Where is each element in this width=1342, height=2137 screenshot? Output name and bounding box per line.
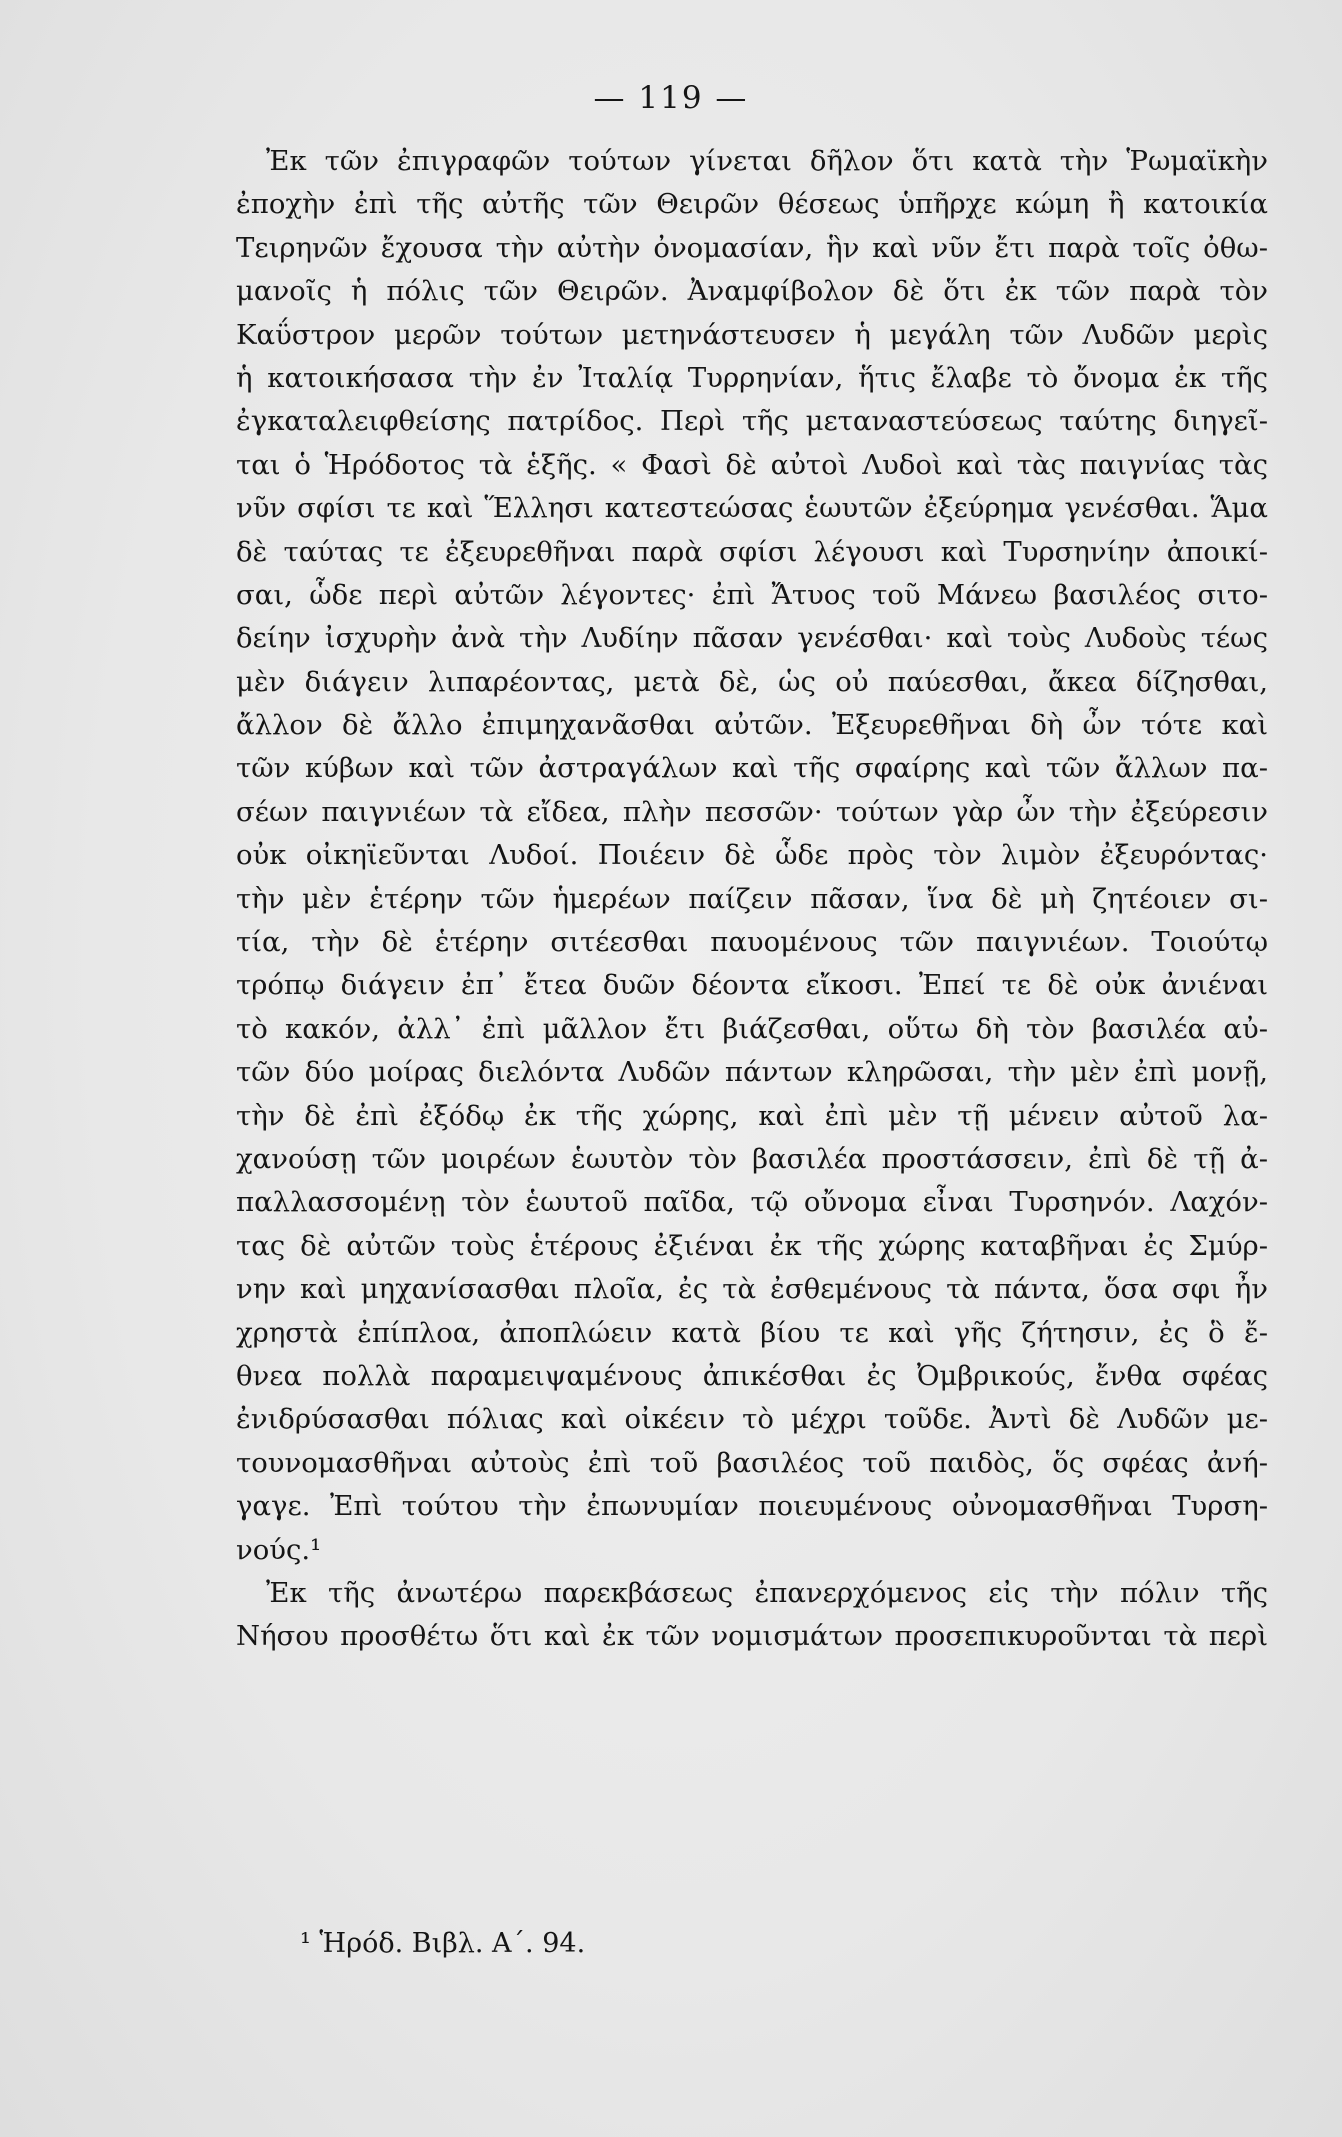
text-line: θνεα πολλὰ παραμειψαμένους ἀπικέσθαι ἐς Ὀμβρικούς, ἔνθα σφέας [236, 1359, 1268, 1392]
page-number: — 119 — [593, 80, 749, 116]
text-line: τῶν δύο μοίρας διελόντα Λυδῶν πάντων κληρῶσαι, τὴν μὲν ἐπὶ μονῇ, [236, 1056, 1268, 1089]
text-line: ἄλλον δὲ ἄλλο ἐπιμηχανᾶσθαι αὐτῶν. Ἐξευρεθῆναι δὴ ὦν τότε καὶ [236, 709, 1268, 742]
text-line: τῶν κύβων καὶ τῶν ἀστραγάλων καὶ τῆς σφαίρης καὶ τῶν ἄλλων πα- [236, 752, 1268, 785]
text-line: δείην ἰσχυρὴν ἀνὰ τὴν Λυδίην πᾶσαν γενέσθαι· καὶ τοὺς Λυδοὺς τέως [236, 622, 1268, 655]
text-line: οὐκ οἰκηϊεῦνται Λυδοί. Ποιέειν δὲ ὧδε πρὸς τὸν λιμὸν ἐξευρόντας· [236, 839, 1268, 872]
text-line: Ἐκ τῆς ἀνωτέρω παρεκβάσεως ἐπανερχόμενος εἰς τὴν πόλιν τῆς [266, 1576, 1268, 1609]
text-line: ἐνιδρύσασθαι πόλιας καὶ οἰκέειν τὸ μέχρι τοῦδε. Ἀντὶ δὲ Λυδῶν με- [236, 1403, 1268, 1436]
text-line: τὸ κακόν, ἀλλ᾽ ἐπὶ μᾶλλον ἔτι βιάζεσθαι, οὕτω δὴ τὸν βασιλέα αὐ- [236, 1012, 1268, 1045]
text-line: μανοῖς ἡ πόλις τῶν Θειρῶν. Ἀναμφίβολον δὲ ὅτι ἐκ τῶν παρὰ τὸν [236, 275, 1268, 308]
text-line: τουνομασθῆναι αὐτοὺς ἐπὶ τοῦ βασιλέος τοῦ παιδὸς, ὅς σφέας ἀνή- [236, 1446, 1268, 1479]
text-line: παλλασσομένῃ τὸν ἑωυτοῦ παῖδα, τῷ οὔνομα εἶναι Τυρσηνόν. Λαχόν- [236, 1186, 1268, 1219]
text-line: γαγε. Ἐπὶ τούτου τὴν ἐπωνυμίαν ποιευμένους οὐνομασθῆναι Τυρση- [236, 1490, 1268, 1523]
text-line: σαι, ὧδε περὶ αὐτῶν λέγοντες· ἐπὶ Ἄτυος τοῦ Μάνεω βασιλέος σιτο- [236, 578, 1268, 611]
text-line: σέων παιγνιέων τὰ εἴδεα, πλὴν πεσσῶν· τούτων γὰρ ὦν τὴν ἐξεύρεσιν [236, 795, 1268, 828]
body-text [236, 140, 1268, 1659]
text-line: ἡ κατοικήσασα τὴν ἐν Ἰταλίᾳ Τυρρηνίαν, ἥτις ἔλαβε τὸ ὄνομα ἐκ τῆς [236, 361, 1268, 394]
footnote: ¹ Ἡρόδ. Βιβλ. Α΄. 94. [300, 1928, 586, 1959]
text-line: Τειρηνῶν ἔχουσα τὴν αὐτὴν ὀνομασίαν, ἣν καὶ νῦν ἔτι παρὰ τοῖς ὀθω- [236, 231, 1268, 264]
text-line: τία, τὴν δὲ ἑτέρην σιτέεσθαι παυομένους τῶν παιγνιέων. Τοιούτῳ [236, 926, 1268, 959]
text-line: τὴν δὲ ἐπὶ ἐξόδῳ ἐκ τῆς χώρης, καὶ ἐπὶ μὲν τῇ μένειν αὐτοῦ λα- [236, 1099, 1268, 1132]
text-line: νῦν σφίσι τε καὶ Ἕλλησι κατεστεώσας ἑωυτῶν ἐξεύρημα γενέσθαι. Ἅμα [236, 492, 1268, 525]
text-line: χρηστὰ ἐπίπλοα, ἀποπλώειν κατὰ βίου τε καὶ γῆς ζήτησιν, ἐς ὃ ἔ- [236, 1316, 1268, 1349]
text-line: ἐποχὴν ἐπὶ τῆς αὐτῆς τῶν Θειρῶν θέσεως ὑπῆρχε κώμη ἢ κατοικία [236, 188, 1268, 221]
text-line: δὲ ταύτας τε ἐξευρεθῆναι παρὰ σφίσι λέγουσι καὶ Τυρσηνίην ἀποικί- [236, 535, 1268, 568]
text-line: χανούσῃ τῶν μοιρέων ἑωυτὸν τὸν βασιλέα προστάσσειν, ἐπὶ δὲ τῇ ἀ- [236, 1142, 1268, 1175]
text-line: Ἐκ τῶν ἐπιγραφῶν τούτων γίνεται δῆλον ὅτι κατὰ τὴν Ῥωμαϊκὴν [266, 145, 1268, 177]
text-line: Νήσου προσθέτω ὅτι καὶ ἐκ τῶν νομισμάτων προσεπικυροῦνται τὰ περὶ [236, 1620, 1268, 1653]
text-line: τρόπῳ διάγειν ἐπ᾽ ἔτεα δυῶν δέοντα εἴκοσι. Ἐπεί τε δὲ οὐκ ἀνιέναι [236, 969, 1268, 1002]
text-line: τὴν μὲν ἑτέρην τῶν ἡμερέων παίζειν πᾶσαν, ἵνα δὲ μὴ ζητέοιεν σι- [236, 882, 1268, 915]
text-line: Καΰστρον μερῶν τούτων μετηνάστευσεν ἡ μεγάλη τῶν Λυδῶν μερὶς [236, 318, 1268, 351]
text-line: ἐγκαταλειφθείσης πατρίδος. Περὶ τῆς μεταναστεύσεως ταύτης διηγεῖ- [236, 405, 1268, 438]
text-line: ται ὁ Ἡρόδοτος τὰ ἑξῆς. « Φασὶ δὲ αὐτοὶ Λυδοὶ καὶ τὰς παιγνίας τὰς [236, 448, 1268, 481]
text-line: νούς.¹ [236, 1533, 322, 1566]
text-line: τας δὲ αὐτῶν τοὺς ἑτέρους ἐξιέναι ἐκ τῆς χώρης καταβῆναι ἐς Σμύρ- [236, 1229, 1268, 1262]
text-line: μὲν διάγειν λιπαρέοντας, μετὰ δὲ, ὡς οὐ παύεσθαι, ἄκεα δίζησθαι, [236, 665, 1268, 698]
text-line: νην καὶ μηχανίσασθαι πλοῖα, ἐς τὰ ἐσθεμένους τὰ πάντα, ὅσα σφι ἦν [236, 1273, 1268, 1306]
